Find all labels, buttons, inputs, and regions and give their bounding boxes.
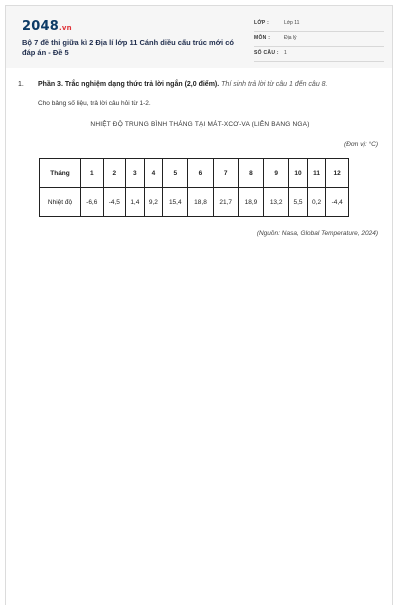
temp-cell: 5,5 [289, 188, 308, 217]
meta-class-value: Lớp 11 [284, 20, 300, 26]
site-logo[interactable] [22, 19, 72, 34]
document-title: Bộ 7 đề thi giữa kì 2 Địa lí lớp 11 Cánh diều cấu trúc mới có đáp án - Đề 5 [22, 38, 234, 57]
document-header [6, 6, 392, 68]
meta-count-label: SỐ CÂU : [254, 50, 279, 56]
question-text [38, 80, 378, 90]
meta-subject-row [254, 35, 384, 47]
table-unit: (Đơn vị: °C) [344, 141, 378, 148]
temp-cell: 18,8 [188, 188, 213, 217]
month-cell: 2 [103, 159, 126, 188]
temp-cell: -4,5 [103, 188, 126, 217]
temp-cell: 13,2 [264, 188, 289, 217]
month-cell: 8 [238, 159, 263, 188]
meta-class-label: LỚP : [254, 20, 270, 26]
question-heading: Phần 3. Trắc nghiệm dạng thức trả lời ngắn (2,0 điểm). [38, 81, 220, 88]
temp-cell: 21,7 [213, 188, 238, 217]
row-header-temp: Nhiệt độ [40, 188, 81, 217]
temp-cell: 9,2 [144, 188, 163, 217]
temp-cell: 18,9 [238, 188, 263, 217]
table-row-months [40, 159, 349, 188]
month-cell: 6 [188, 159, 213, 188]
temperature-table [39, 158, 349, 217]
month-cell: 9 [264, 159, 289, 188]
month-cell: 12 [326, 159, 349, 188]
logo-main: 2048 [22, 19, 59, 34]
row-header-month: Tháng [40, 159, 81, 188]
temp-cell: -4,4 [326, 188, 349, 217]
meta-subject-label: MÔN : [254, 35, 271, 41]
table-title: NHIỆT ĐỘ TRUNG BÌNH THÁNG TẠI MÁT-XCƠ-VA (LIÊN BANG NGA) [90, 121, 310, 128]
document-page [5, 5, 393, 605]
table-source: (Nguồn: Nasa, Global Temperature, 2024) [256, 230, 378, 237]
question-instruction: Thí sinh trả lời từ câu 1 đến câu 8. [221, 81, 328, 88]
meta-subject-value: Địa lý [284, 35, 297, 41]
month-cell: 1 [81, 159, 104, 188]
logo-suffix: .vn [58, 24, 72, 32]
month-cell: 4 [144, 159, 163, 188]
question-number: 1. [18, 81, 24, 88]
temp-cell: 15,4 [163, 188, 188, 217]
meta-class-row [254, 20, 384, 32]
month-cell: 10 [289, 159, 308, 188]
month-cell: 3 [126, 159, 145, 188]
meta-count-row [254, 50, 384, 62]
question-intro: Cho bảng số liệu, trả lời câu hỏi từ 1-2. [38, 100, 151, 107]
meta-count-value: 1 [284, 50, 287, 56]
month-cell: 11 [307, 159, 326, 188]
temp-cell: 1,4 [126, 188, 145, 217]
temp-cell: -6,6 [81, 188, 104, 217]
temp-cell: 0,2 [307, 188, 326, 217]
month-cell: 7 [213, 159, 238, 188]
month-cell: 5 [163, 159, 188, 188]
table-row-temps [40, 188, 349, 217]
